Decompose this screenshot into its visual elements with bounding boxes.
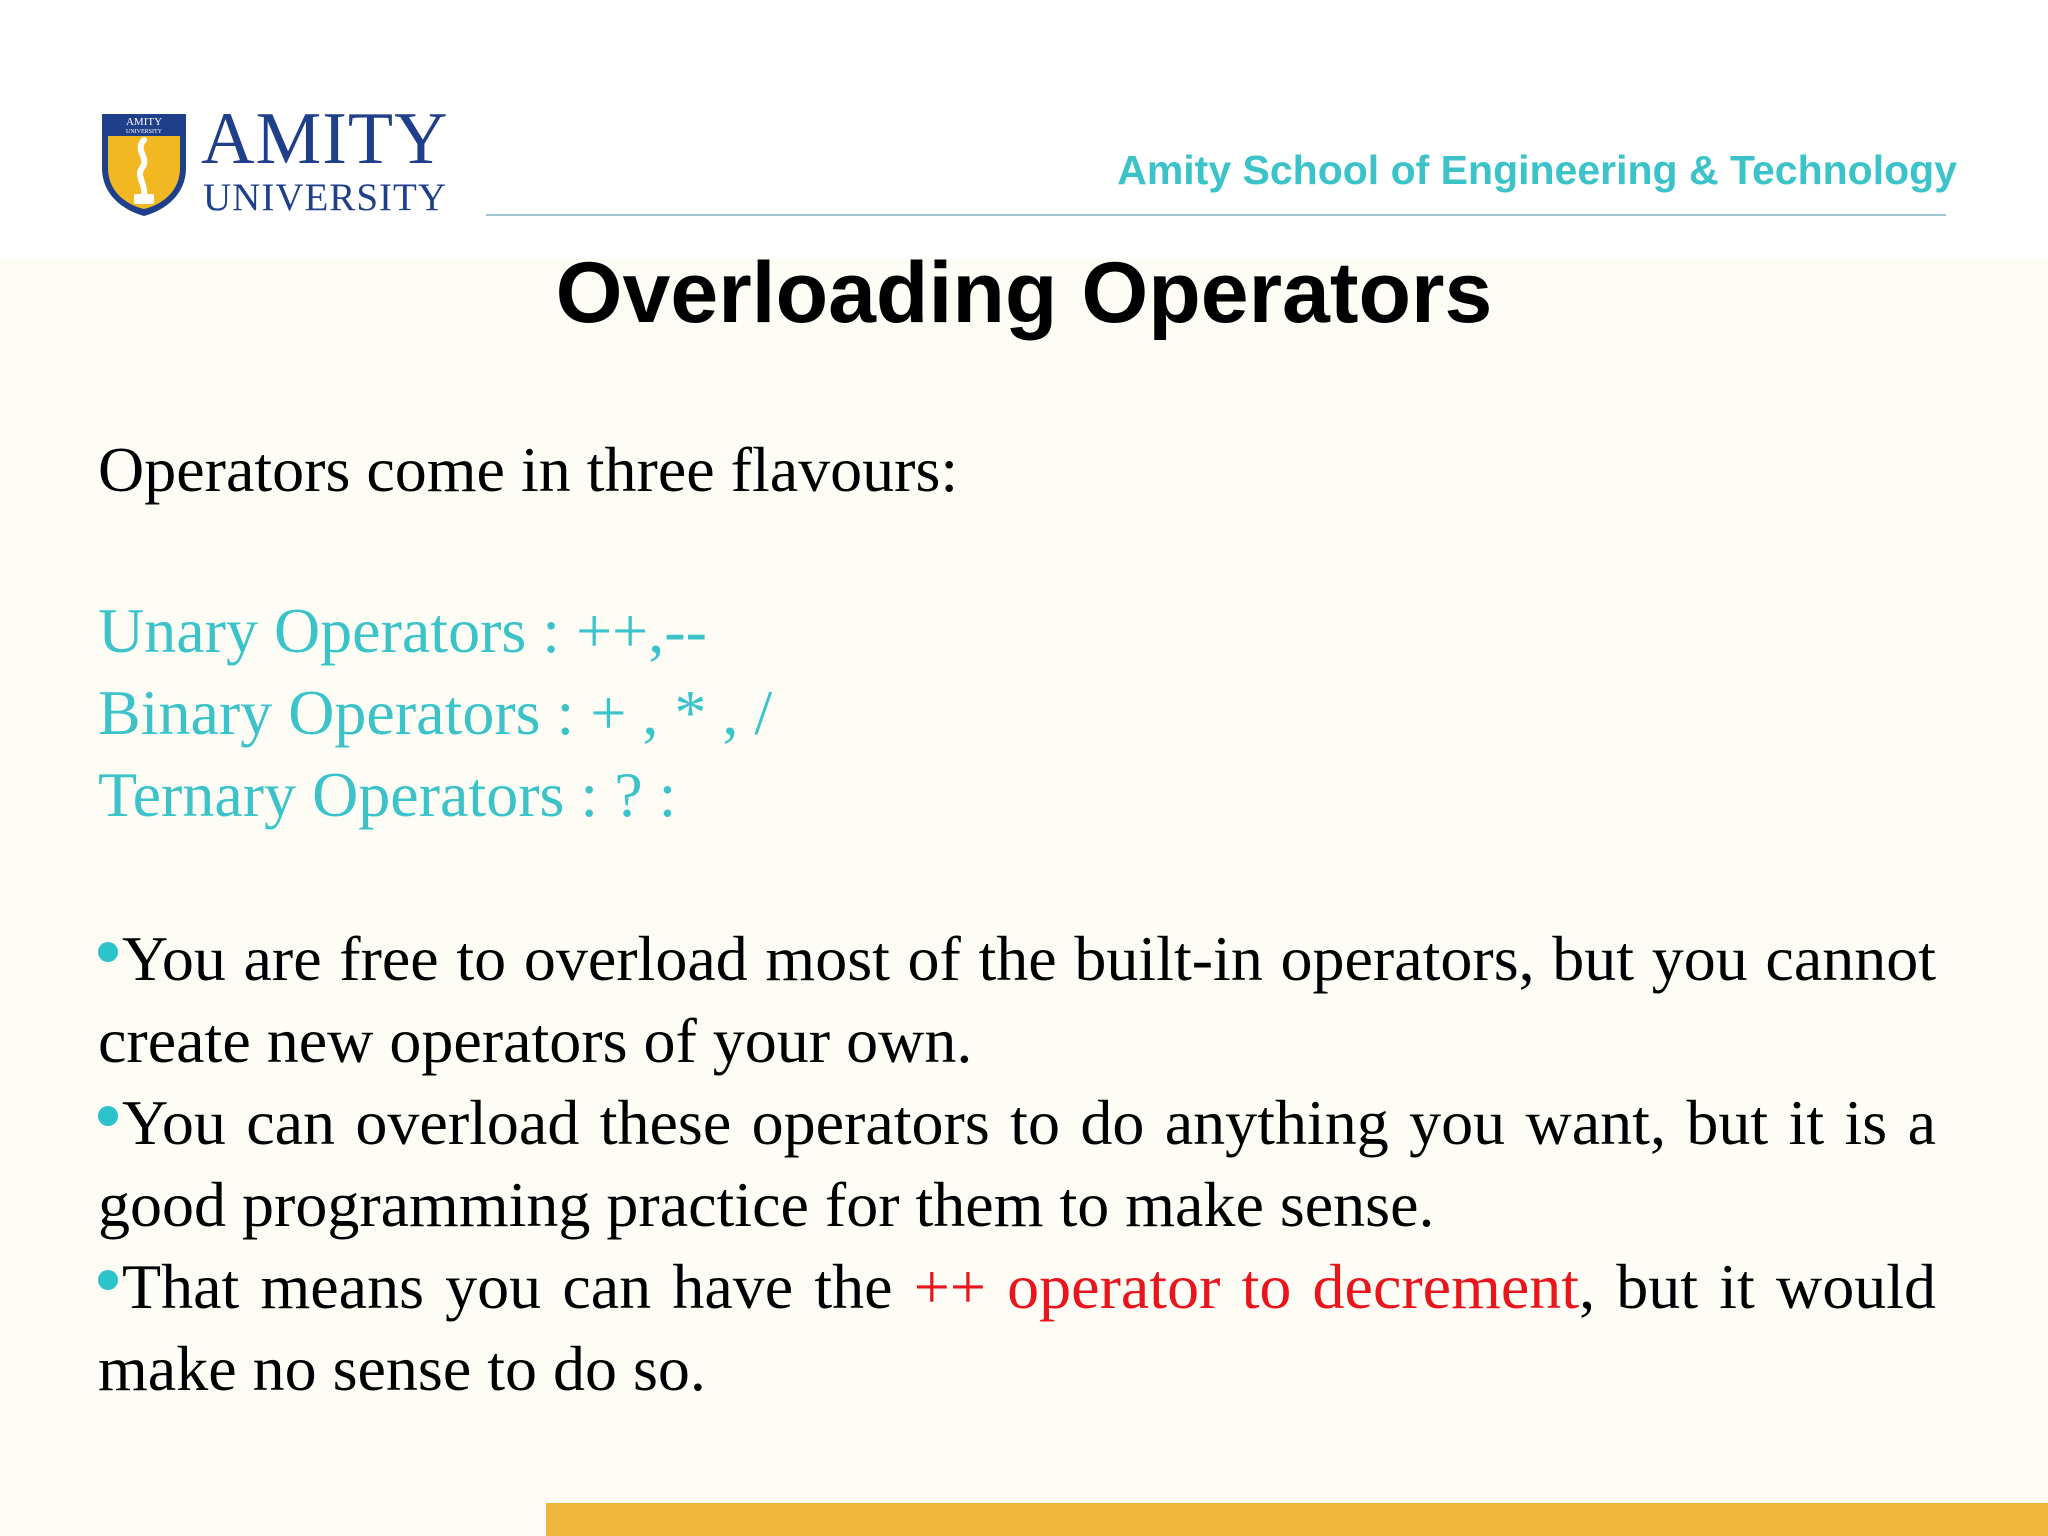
- bullet-dot-icon: [98, 1270, 118, 1290]
- school-name: Amity School of Engineering & Technology: [1117, 147, 1957, 193]
- bullet-list: [98, 918, 1936, 1410]
- bullet-item: [98, 1082, 1936, 1246]
- operator-type-ternary: Ternary Operators : ? :: [98, 759, 677, 830]
- operator-type-unary: Unary Operators : ++,--: [98, 595, 707, 666]
- svg-text:UNIVERSITY: UNIVERSITY: [126, 129, 162, 135]
- bullet-item: [98, 1246, 1936, 1410]
- intro-text: Operators come in three flavours:: [98, 434, 959, 505]
- bullet-text-post: , but it would make no sense to do so.: [98, 1251, 1937, 1404]
- operator-types-list: [98, 590, 1936, 836]
- bullet-item: [98, 918, 1936, 1082]
- bullet-dot-icon: [98, 1106, 118, 1126]
- operator-type-binary: Binary Operators : + , * , /: [98, 677, 773, 748]
- amity-university-logo: [98, 98, 449, 220]
- wordmark-amity: AMITY: [201, 98, 449, 180]
- bullet-dot-icon: [98, 942, 118, 962]
- slide-title: Overloading Operators: [555, 245, 1493, 341]
- svg-text:AMITY: AMITY: [125, 116, 163, 128]
- header-divider: [486, 214, 1946, 216]
- wordmark-university: UNIVERSITY: [203, 176, 447, 219]
- bullet-text: You can overload these operators to do anything you want, but it is a good programming practice for them to make sense.: [98, 1087, 1936, 1240]
- bullet-text: You are free to overload most of the built-in operators, but you cannot create new operators of your own.: [98, 923, 1936, 1076]
- amity-crest-icon: [98, 110, 190, 218]
- slide-body: [98, 430, 1936, 1410]
- bullet-text-pre: That means you can have the: [122, 1251, 914, 1322]
- footer-accent-bar: [546, 1503, 2048, 1536]
- bullet-text-highlight: ++ operator to decrement: [913, 1251, 1580, 1322]
